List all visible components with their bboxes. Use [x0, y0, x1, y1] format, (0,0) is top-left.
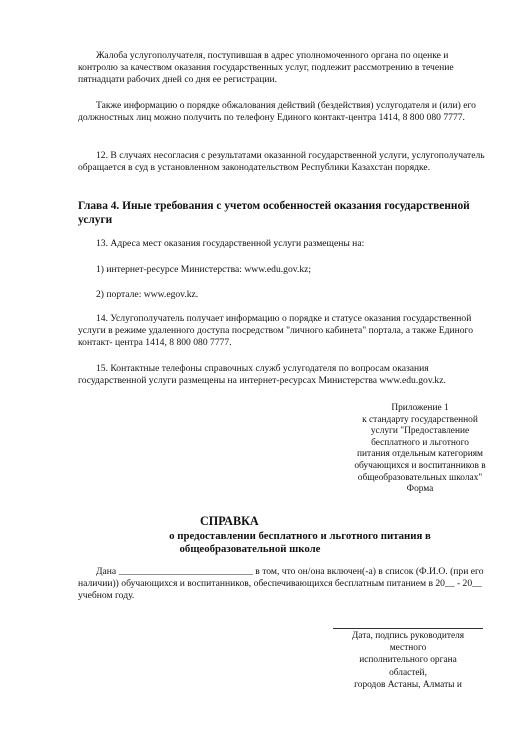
appeal-info-paragraph: Также информацию о порядке обжалования действий (бездействия) услугодателя и (или) его должностных лиц можно получить по телефону Единого контакт-центра 1414, 8 800 080 7777.: [78, 100, 476, 124]
signature-block: [333, 630, 483, 691]
signature-caption-line: областей,: [389, 667, 427, 678]
list-item-portal: 2) портале: www.egov.kz.: [96, 289, 199, 300]
appendix-line: к стандарту государственной: [362, 414, 478, 425]
appendix-line: питания отдельным категориям: [357, 449, 483, 460]
appendix-line: обучающихся и воспитанников в: [354, 460, 486, 471]
certificate-subtitle-line-2: общеобразовательной школе: [179, 543, 321, 555]
list-item-ministry-site: 1) интернет-ресурсе Министерства: www.edu.gov.kz;: [96, 264, 312, 275]
clause-14-paragraph: 14. Услугополучатель получает информацию о порядке и статусе оказания государственной услуги в режиме удаленного доступа посредством "личного кабинета" портала, а также Единого контакт- центра 1414, 8 800 080 7777.: [78, 313, 474, 349]
clause-13-paragraph: 13. Адреса мест оказания государственной услуги размещены на:: [96, 238, 365, 249]
complaint-paragraph: Жалоба услугополучателя, поступившая в адрес уполномоченного органа по оценке и контролю за качеством оказания государственных услуг, подлежит рассмотрению в течение пятнадцати рабочих дней со дня ее регистрации.: [78, 50, 454, 86]
signature-line: [333, 628, 483, 629]
clause-12-paragraph: 12. В случаях несогласия с результатами оказанной государственной услуги, услугополучатель обращается в суд в установленном законодательством Республики Казахстан порядке.: [78, 150, 485, 174]
clause-15-paragraph: 15. Контактные телефоны справочных служб услугодателя по вопросам оказания государственной услуги размещены на интернет-ресурсах Министерства www.edu.gov.kz.: [78, 363, 446, 387]
signature-caption-line: городов Астаны, Алматы и: [354, 679, 462, 690]
chapter-4-heading: Глава 4. Иные требования с учетом особенностей оказания государственной услуги: [78, 200, 470, 226]
appendix-line: общеобразовательных школах": [357, 472, 483, 483]
signature-caption-line: местного: [389, 643, 427, 654]
appendix-block: [345, 403, 495, 496]
appendix-line: Приложение 1: [391, 403, 449, 413]
appendix-line: услуги "Предоставление: [370, 426, 470, 437]
signature-caption-line: Дата, подпись руководителя: [351, 631, 465, 641]
certificate-subtitle-line-1: о предоставлении бесплатного и льготного питания в: [169, 530, 431, 542]
certificate-body: Дана ____________________________ в том, что он/она включен(-а) в список (Ф.И.О. (при его наличии)) обучающихся и воспитанников, обеспечивающихся бесплатным питанием в 20__ - 20__ учебном году.: [78, 566, 484, 602]
appendix-line: Форма: [406, 484, 434, 495]
signature-caption-line: исполнительного органа: [359, 655, 457, 666]
appendix-line: бесплатного и льготного: [371, 437, 469, 448]
certificate-title: СПРАВКА: [200, 514, 259, 528]
